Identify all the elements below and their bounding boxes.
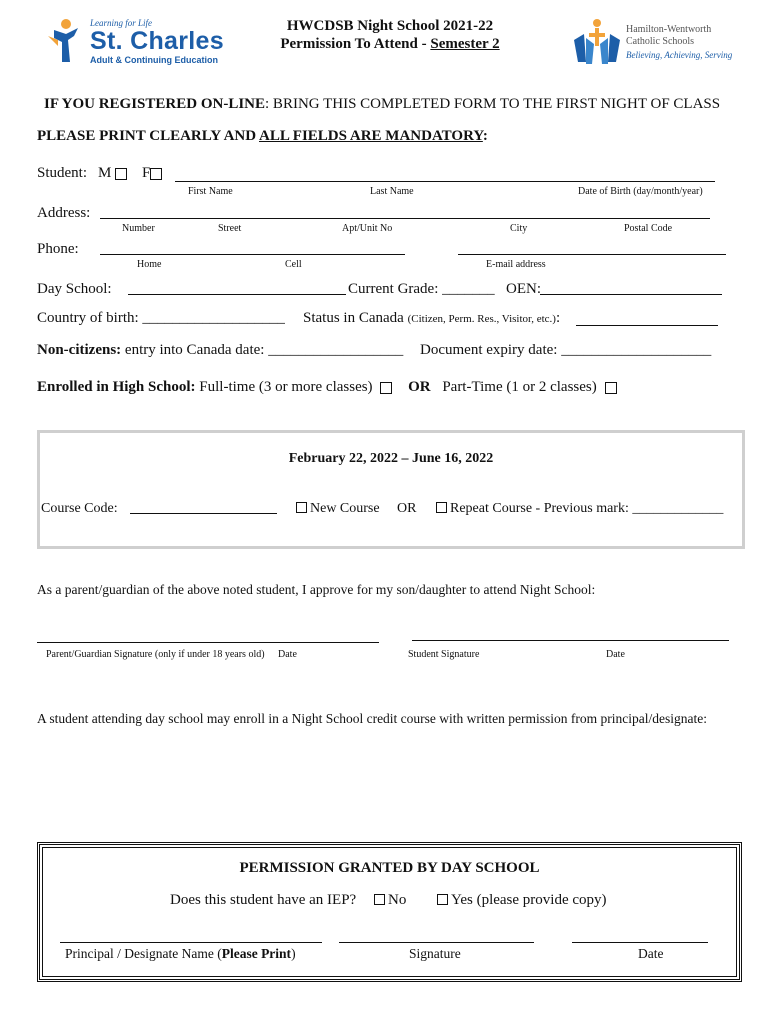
course-or: OR (397, 501, 417, 516)
instruction-suffix: : (482, 128, 488, 144)
address-number-caption: Number (122, 223, 155, 234)
iep-no-option[interactable] (374, 892, 406, 909)
noncitizens-label: Non-citizens: (37, 342, 122, 358)
first-name-caption: First Name (188, 186, 233, 197)
principal-caption-suffix: ) (291, 946, 296, 961)
iep-yes-checkbox[interactable] (437, 894, 448, 905)
principal-caption (65, 946, 296, 962)
phone-line[interactable] (100, 254, 405, 255)
principal-name-line[interactable] (60, 942, 322, 943)
status-label: Status in Canada (303, 310, 404, 326)
hwcds-motto: Believing, Achieving, Serving (626, 50, 733, 60)
oen-line[interactable] (540, 294, 722, 295)
course-code-line[interactable] (130, 513, 277, 514)
principal-signature-caption: Signature (409, 946, 461, 961)
guardian-signature-line[interactable] (37, 642, 379, 643)
iep-no-label: No (388, 892, 407, 908)
gender-m-checkbox[interactable] (115, 168, 127, 180)
course-code-label: Course Code: (41, 501, 118, 516)
phone-label: Phone: (37, 241, 79, 257)
status-line[interactable] (576, 325, 718, 326)
day-school-label: Day School: (37, 281, 112, 297)
logo-sub: Adult & Continuing Education (90, 55, 218, 65)
hwcds-line1: Hamilton-Wentworth (626, 24, 712, 35)
address-city-caption: City (510, 223, 528, 234)
gender-f[interactable] (142, 165, 162, 182)
consent-text: As a parent/guardian of the above noted student, I approve for my son/daughter to attend Night School: (37, 582, 596, 597)
iep-no-checkbox[interactable] (374, 894, 385, 905)
subtitle-prefix: Permission To Attend - (280, 36, 431, 52)
address-street-caption: Street (218, 223, 242, 234)
enrolled-or: OR (408, 379, 431, 395)
principal-caption-bold: Please Print (221, 946, 292, 961)
logo-name: St. Charles (90, 27, 224, 55)
student-label: Student: (37, 165, 88, 181)
course-box (37, 430, 745, 549)
new-course-option[interactable] (296, 501, 380, 517)
student-name-line[interactable] (175, 181, 715, 182)
principal-date-line[interactable] (572, 942, 708, 943)
hwcds-logo (570, 16, 740, 68)
student-signature-line[interactable] (412, 640, 729, 641)
instruction-prefix: PLEASE PRINT CLEARLY AND (37, 128, 260, 144)
address-line[interactable] (100, 218, 710, 219)
address-postal-caption: Postal Code (624, 223, 673, 234)
gender-f-checkbox[interactable] (150, 168, 162, 180)
iep-question: Does this student have an IEP? (170, 892, 357, 908)
parttime-label: Part-Time (1 or 2 classes) (442, 379, 597, 395)
permission-title: PERMISSION GRANTED BY DAY SCHOOL (239, 860, 540, 876)
gender-m-label: M (98, 165, 112, 181)
form-title: HWCDSB Night School 2021-22 (286, 18, 494, 34)
hwcds-figures-icon (570, 16, 624, 66)
oen-label: OEN: (506, 281, 541, 297)
gender-f-label: F (142, 165, 151, 181)
email-line[interactable] (458, 254, 726, 255)
day-school-line[interactable] (128, 294, 346, 295)
expiry-date[interactable]: Document expiry date: ____________________ (420, 342, 712, 358)
new-course-checkbox[interactable] (296, 502, 307, 513)
address-label: Address: (37, 205, 91, 221)
status-colon: : (555, 310, 561, 326)
parttime-checkbox[interactable] (605, 382, 617, 394)
principal-caption-prefix: Principal / Designate Name ( (65, 946, 222, 961)
logo-tagline: Learning for Life (90, 18, 153, 28)
address-apt-caption: Apt/Unit No (342, 223, 393, 234)
current-grade[interactable]: Current Grade: _______ (348, 281, 495, 297)
online-notice (44, 96, 720, 113)
st-charles-logo (44, 16, 224, 68)
gender-m[interactable] (98, 165, 127, 182)
enrolled-label: Enrolled in High School: (37, 379, 196, 395)
last-name-caption: Last Name (370, 186, 414, 197)
principal-date-caption: Date (638, 946, 664, 961)
repeat-course-label: Repeat Course - Previous mark: _____________ (450, 501, 724, 516)
noncitizens-row (37, 342, 403, 359)
entry-date[interactable]: entry into Canada date: __________________ (124, 342, 404, 358)
status-in-canada (303, 310, 560, 327)
semester-dates: February 22, 2022 – June 16, 2022 (288, 451, 494, 466)
phone-cell-caption: Cell (285, 259, 302, 270)
st-charles-figure-icon (44, 16, 90, 66)
iep-yes-label: Yes (please provide copy) (451, 892, 607, 908)
student-date-caption: Date (606, 649, 625, 660)
guardian-date-caption: Date (278, 649, 297, 660)
notice-rest: : BRING THIS COMPLETED FORM TO THE FIRST NIGHT OF CLASS (265, 96, 721, 112)
iep-yes-option[interactable] (437, 892, 607, 909)
print-instruction (37, 128, 488, 145)
notice-bold: IF YOU REGISTERED ON-LINE (44, 96, 266, 112)
repeat-course-checkbox[interactable] (436, 502, 447, 513)
status-note: (Citizen, Perm. Res., Visitor, etc.) (407, 313, 556, 325)
fulltime-checkbox[interactable] (380, 382, 392, 394)
student-signature-caption: Student Signature (408, 649, 480, 660)
dob-caption: Date of Birth (day/month/year) (578, 186, 703, 197)
email-caption: E-mail address (486, 259, 546, 270)
new-course-label: New Course (310, 501, 380, 516)
country-of-birth[interactable]: Country of birth: ___________________ (37, 310, 285, 326)
subtitle-semester: Semester 2 (430, 36, 500, 52)
repeat-course-option[interactable] (436, 501, 723, 517)
phone-home-caption: Home (137, 259, 162, 270)
day-school-note: A student attending day school may enroll in a Night School credit course with written permission from principal/designate: (37, 711, 707, 726)
instruction-mandatory: ALL FIELDS ARE MANDATORY (259, 128, 483, 144)
form-subtitle (230, 36, 550, 53)
fulltime-label: Full-time (3 or more classes) (199, 379, 373, 395)
guardian-caption: Parent/Guardian Signature (only if under 18 years old) (46, 649, 265, 660)
hwcds-line2: Catholic Schools (626, 36, 695, 47)
enrolled-row (37, 379, 617, 396)
principal-signature-line[interactable] (339, 942, 534, 943)
